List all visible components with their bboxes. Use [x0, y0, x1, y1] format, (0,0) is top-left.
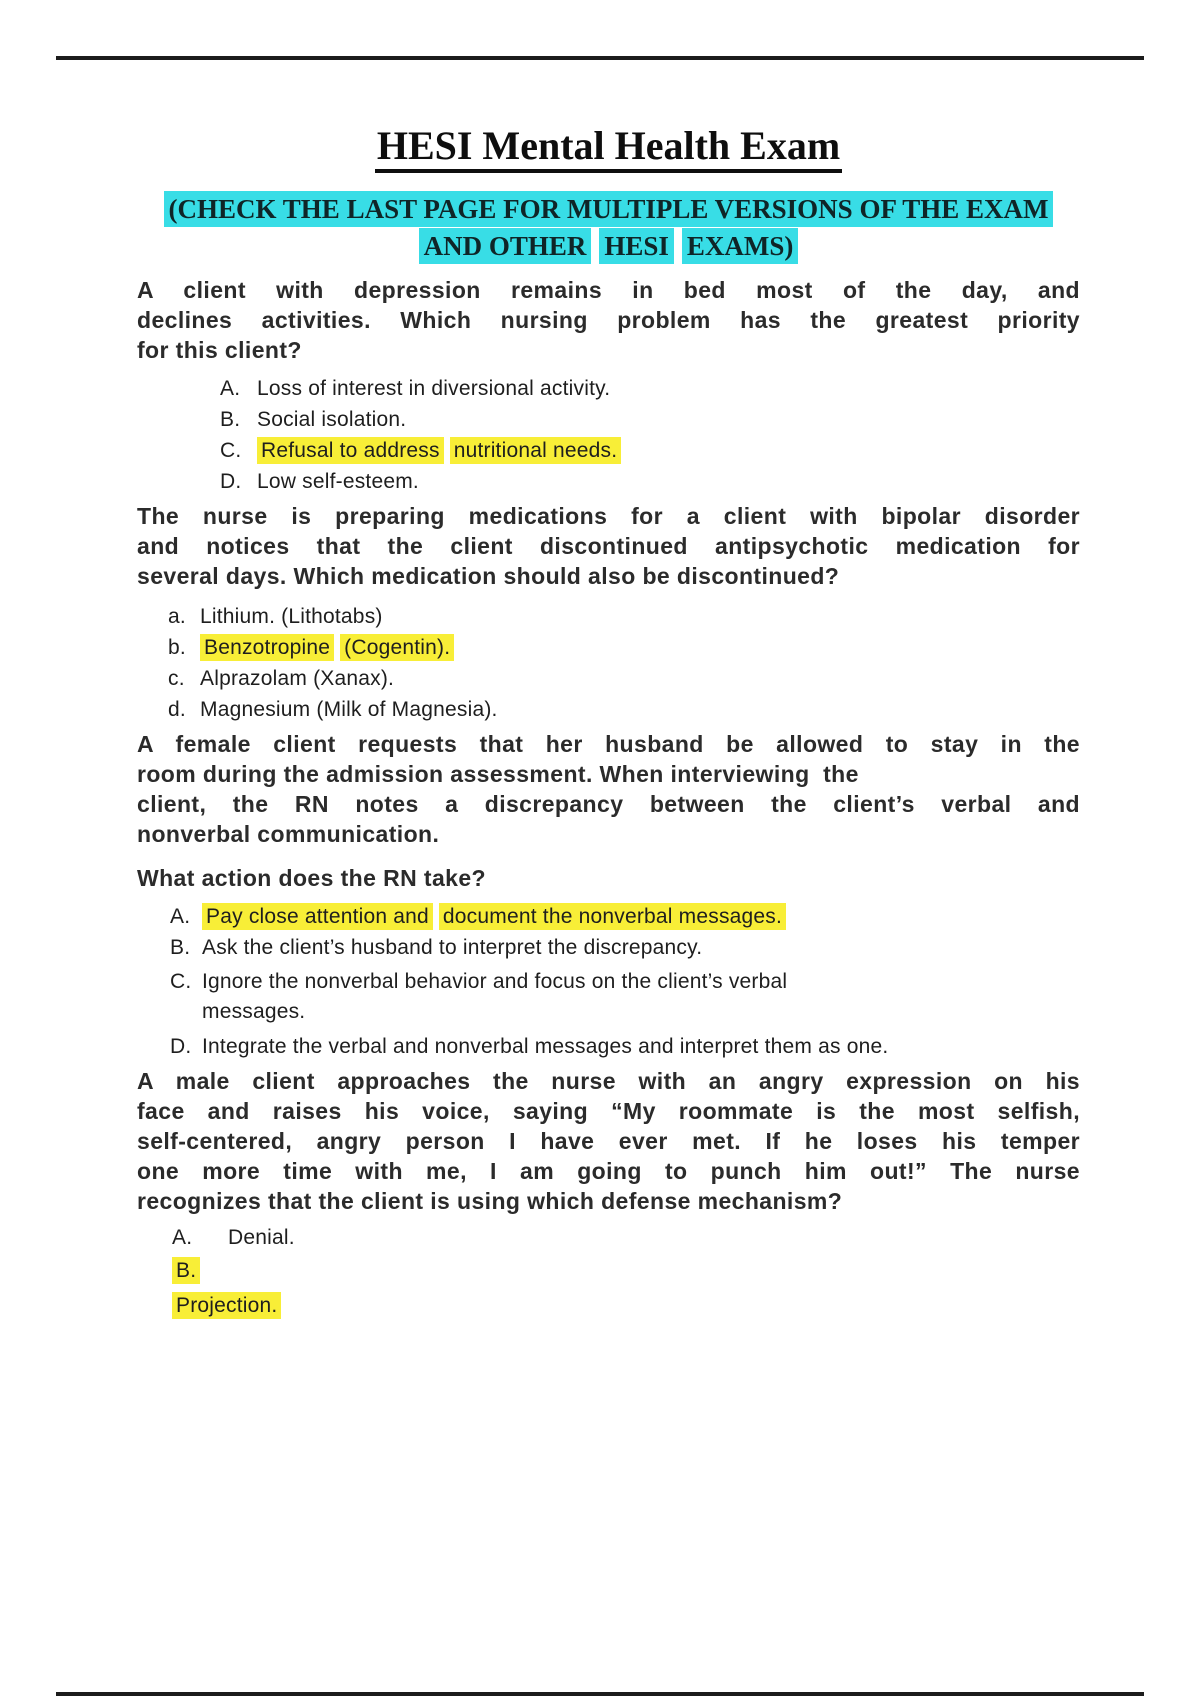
notice-highlight: AND OTHER: [419, 228, 592, 264]
option-text: [202, 967, 787, 1027]
option-letter: a.: [168, 605, 186, 628]
option-letter: d.: [168, 698, 186, 721]
question-4-text: [137, 1066, 1080, 1216]
option-letter: C.: [220, 439, 242, 462]
notice-banner: [137, 191, 1080, 265]
option-letter: b.: [168, 636, 186, 659]
question-1-text: [137, 275, 1080, 365]
notice-line-2: [137, 228, 1080, 265]
option-text: Social isolation.: [257, 408, 407, 431]
question-line: A male client approaches the nurse with an angry expression on his: [137, 1068, 1080, 1094]
option-text-line: messages.: [202, 1000, 306, 1023]
option-text: Denial.: [228, 1226, 295, 1249]
option-text: Alprazolam (Xanax).: [200, 667, 395, 690]
option-row: [168, 667, 1080, 690]
option-row-highlighted: [170, 905, 1080, 928]
option-row: [170, 1035, 1080, 1058]
option-letter: D.: [170, 1035, 192, 1058]
title-row: [137, 122, 1080, 169]
highlight-segment: Benzotropine: [200, 634, 334, 661]
page-content: [137, 0, 1080, 1327]
option-row: [170, 967, 1080, 1027]
question-line: recognizes that the client is using which defense mechanism?: [137, 1188, 843, 1214]
notice-highlight: EXAMS): [682, 228, 799, 264]
question-line: A client with depression remains in bed most of the day, and: [137, 277, 1080, 303]
option-letter-highlighted: B.: [172, 1257, 200, 1284]
option-text: Low self-esteem.: [257, 470, 419, 493]
highlight-segment: Pay close attention and: [202, 903, 433, 930]
bottom-horizontal-rule: [56, 1692, 1144, 1696]
question-line: room during the admission assessment. When interviewing the: [137, 761, 859, 787]
question-line: face and raises his voice, saying “My roommate is the most selfish,: [137, 1098, 1080, 1124]
question-line: nonverbal communication.: [137, 821, 440, 847]
notice-highlight: (CHECK THE LAST PAGE FOR MULTIPLE VERSIONS OF THE EXAM: [164, 191, 1054, 227]
notice-highlight: HESI: [599, 228, 674, 264]
notice-line-1: [137, 191, 1080, 228]
page-title: HESI Mental Health Exam: [375, 123, 842, 173]
option-text: [257, 439, 621, 462]
question-3-prompt: [137, 863, 1080, 893]
option-letter: D.: [220, 470, 242, 493]
option-row-highlighted: [172, 1257, 1080, 1284]
highlight-segment: Refusal to address: [257, 437, 444, 464]
option-text: Loss of interest in diversional activity.: [257, 377, 611, 400]
question-line: A female client requests that her husband be allowed to stay in the: [137, 731, 1080, 757]
question-2-text: [137, 501, 1080, 591]
question-line: several days. Which medication should also be discontinued?: [137, 563, 840, 589]
option-row-highlighted: [168, 636, 1080, 659]
option-letter: A.: [172, 1226, 193, 1249]
option-text: Lithium. (Lithotabs): [200, 605, 383, 628]
option-row-highlighted: [220, 439, 1080, 462]
option-text-line: Ignore the nonverbal behavior and focus on the client’s verbal: [202, 970, 788, 993]
option-letter: A.: [220, 377, 241, 400]
question-line: one more time with me, I am going to punch him out!” The nurse: [137, 1158, 1080, 1184]
highlight-segment: nutritional needs.: [450, 437, 622, 464]
highlight-segment: document the nonverbal messages.: [439, 903, 786, 930]
option-letter: B.: [220, 408, 241, 431]
question-3-text: [137, 729, 1080, 849]
option-row-highlighted: [172, 1292, 1080, 1319]
option-text-highlighted: Projection.: [172, 1292, 281, 1319]
question-line: and notices that the client discontinued antipsychotic medication for: [137, 533, 1080, 559]
option-row: [168, 698, 1080, 721]
option-letter: A.: [170, 905, 191, 928]
option-text: Integrate the verbal and nonverbal messages and interpret them as one.: [202, 1035, 889, 1058]
question-2-options: [137, 605, 1080, 721]
question-line: for this client?: [137, 337, 302, 363]
option-row: [170, 936, 1080, 959]
question-line: declines activities. Which nursing problem has the greatest priority: [137, 307, 1080, 333]
question-line: client, the RN notes a discrepancy between the client’s verbal and: [137, 791, 1080, 817]
option-row: [220, 377, 1080, 400]
question-line: self-centered, angry person I have ever met. If he loses his temper: [137, 1128, 1080, 1154]
question-line: The nurse is preparing medications for a client with bipolar disorder: [137, 503, 1080, 529]
question-3-options: [137, 905, 1080, 1058]
question-1-options: [137, 377, 1080, 493]
option-letter: c.: [168, 667, 185, 690]
option-row: [168, 605, 1080, 628]
option-row: [220, 470, 1080, 493]
option-text: Magnesium (Milk of Magnesia).: [200, 698, 498, 721]
option-letter: B.: [170, 936, 191, 959]
option-text: [200, 636, 454, 659]
option-text: [202, 905, 786, 928]
option-letter: C.: [170, 970, 192, 993]
option-text: Ask the client’s husband to interpret the discrepancy.: [202, 936, 703, 959]
option-row: [220, 408, 1080, 431]
question-line: What action does the RN take?: [137, 865, 486, 891]
highlight-segment: (Cogentin).: [340, 634, 454, 661]
question-4-options: [137, 1226, 1080, 1319]
option-row: [172, 1226, 1080, 1249]
